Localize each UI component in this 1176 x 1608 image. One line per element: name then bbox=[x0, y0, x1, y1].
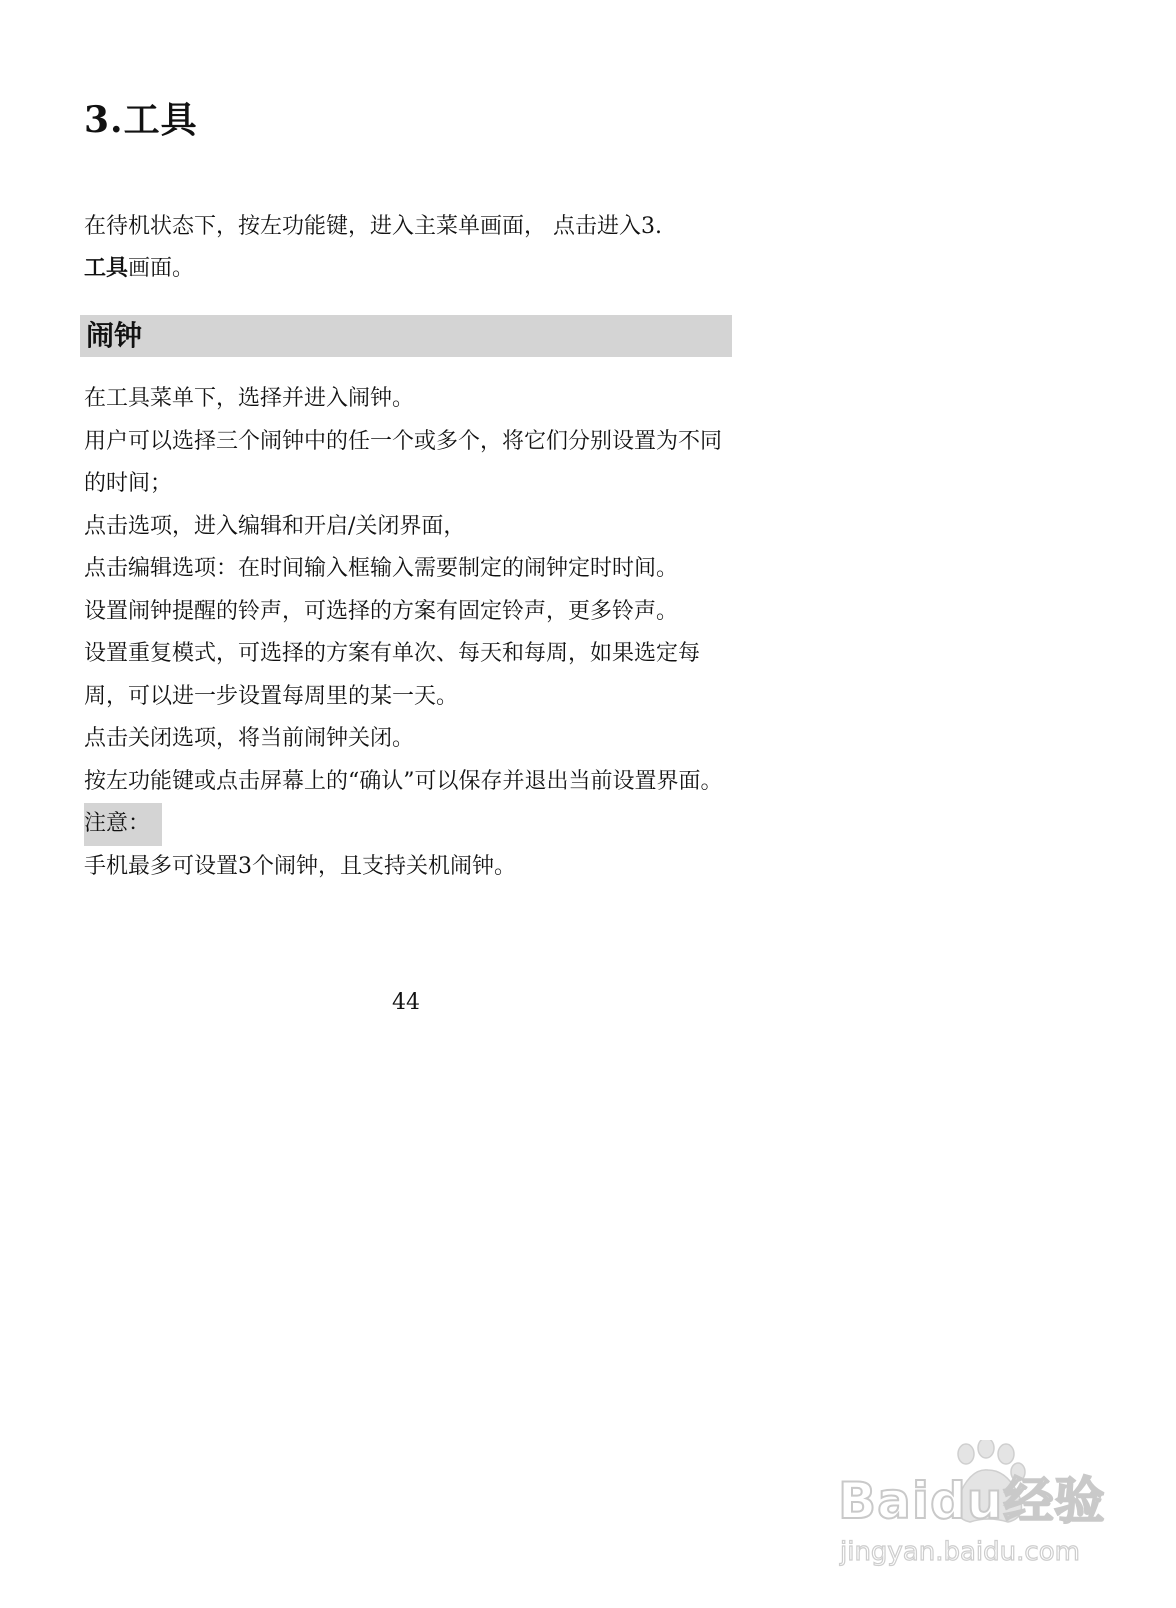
section-header-bar bbox=[80, 315, 732, 357]
intro-paragraph bbox=[84, 206, 734, 290]
watermark-logo-text: Baidu经验 bbox=[838, 1472, 1106, 1530]
note-text: 手机最多可设置3个闹钟，且支持关机闹钟。 bbox=[84, 853, 516, 879]
body-paragraph: 点击关闭选项，将当前闹钟关闭。 bbox=[84, 726, 415, 751]
body-text: 。 bbox=[392, 386, 415, 411]
intro-text-end: 画面。 bbox=[128, 256, 195, 281]
body-text: 在工具菜单下，选择并进入 bbox=[84, 386, 349, 411]
body-paragraph: 按左功能键或点击屏幕上的“确认”可以保存并退出当前设置界面。 bbox=[84, 768, 723, 794]
watermark-url: jingyan.baidu.com bbox=[840, 1537, 1080, 1567]
body-paragraph: 点击编辑选项：在时间输入框输入需要制定的闹钟定时时间。 bbox=[84, 556, 679, 581]
body-paragraph: 设置重复模式，可选择的方案有单次、每天和每周，如果选定每周，可以进一步设置每周里的某一天。 bbox=[84, 641, 701, 709]
section-title: 闹钟 bbox=[86, 319, 143, 352]
body-keyword: 闹钟 bbox=[348, 386, 393, 411]
body-paragraph bbox=[84, 378, 734, 421]
body-paragraph: 设置闹钟提醒的铃声，可选择的方案有固定铃声，更多铃声。 bbox=[84, 598, 679, 624]
page-number: 44 bbox=[392, 990, 420, 1015]
intro-text: 在待机状态下，按左功能键，进入主菜单画面， 点击进入3. bbox=[84, 214, 662, 239]
section-body bbox=[84, 378, 734, 888]
body-paragraph: 用户可以选择三个闹钟中的任一个或多个，将它们分别设置为不同的时间； bbox=[84, 428, 723, 496]
note-paragraph bbox=[84, 803, 734, 846]
note-label: 注意： bbox=[84, 803, 162, 846]
intro-bold-keyword: 工具 bbox=[84, 256, 129, 281]
body-paragraph: 点击选项，进入编辑和开启/关闭界面， bbox=[84, 513, 466, 539]
page-title: 3.工具 bbox=[84, 99, 198, 141]
baidu-jingyan-watermark bbox=[838, 1440, 1128, 1570]
